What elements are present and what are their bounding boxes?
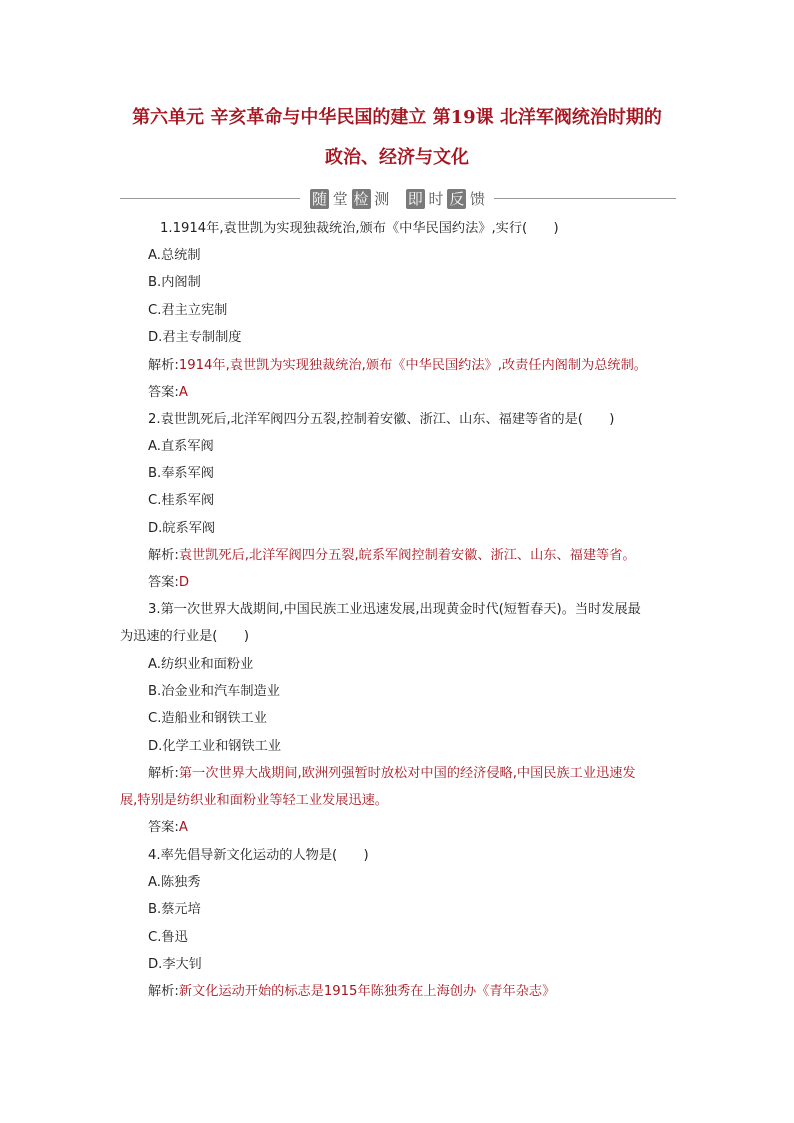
q2-answer-value: D	[178, 575, 189, 590]
banner-char: 即	[407, 190, 423, 208]
q3-analysis-line2: 展,特别是纺织业和面粉业等轻工业发展迅速。	[120, 793, 388, 808]
q4-stem: 4.率先倡导新文化运动的人物是( )	[148, 848, 369, 863]
q2-option-b: B.奉系军阀	[148, 466, 214, 481]
q1-option-d: D.君主专制制度	[148, 330, 242, 345]
banner-char: 堂	[332, 190, 348, 208]
q1-answer	[148, 384, 188, 402]
q4-analysis-text: 新文化运动开始的标志是1915年陈独秀在上海创办《青年杂志》	[178, 984, 556, 999]
banner-char: 时	[428, 190, 444, 208]
q1-option-b: B.内阁制	[148, 275, 201, 290]
q2-analysis	[148, 547, 636, 565]
document-title-line2: 政治、经济与文化	[325, 147, 469, 168]
q1-option-c: C.君主立宪制	[148, 303, 228, 318]
q1-answer-value: A	[178, 385, 188, 400]
q2-option-d: D.皖系军阀	[148, 521, 216, 536]
q3-option-d: D.化学工业和钢铁工业	[148, 739, 282, 754]
analysis-label: 解析:	[148, 984, 179, 999]
analysis-label: 解析:	[148, 766, 179, 781]
q1-option-a: A.总统制	[148, 248, 201, 263]
q3-option-c: C.造船业和钢铁工业	[148, 711, 267, 726]
banner-char: 测	[374, 190, 390, 208]
q4-option-b: B.蔡元培	[148, 902, 201, 917]
document-title-line1: 第六单元 辛亥革命与中华民国的建立 第19课 北洋军阀统治时期的	[132, 107, 662, 128]
banner-char: 反	[449, 190, 465, 208]
analysis-label: 解析:	[148, 548, 179, 563]
q3-stem-line1: 3.第一次世界大战期间,中国民族工业迅速发展,出现黄金时代(短暂春天)。当时发展最	[148, 602, 641, 617]
q2-analysis-text: 袁世凯死后,北洋军阀四分五裂,皖系军阀控制着安徽、浙江、山东、福建等省。	[178, 548, 636, 563]
banner-char: 检	[353, 190, 369, 208]
answer-label: 答案:	[148, 575, 179, 590]
q4-option-a: A.陈独秀	[148, 875, 201, 890]
answer-label: 答案:	[148, 385, 179, 400]
banner-rule-right	[494, 198, 676, 199]
analysis-label: 解析:	[148, 358, 179, 373]
q3-answer-value: A	[178, 820, 188, 835]
banner-char: 随	[312, 190, 328, 208]
answer-label: 答案:	[148, 820, 179, 835]
q3-answer	[148, 819, 188, 837]
banner-rule-left	[120, 198, 300, 199]
q3-analysis-line1	[148, 765, 636, 783]
section-banner	[120, 186, 676, 212]
q3-stem-line2: 为迅速的行业是( )	[120, 629, 249, 644]
q2-option-c: C.桂系军阀	[148, 493, 215, 508]
q4-option-d: D.李大钊	[148, 957, 202, 972]
q4-analysis	[148, 983, 555, 1001]
q3-option-a: A.纺织业和面粉业	[148, 657, 254, 672]
q3-option-b: B.冶金业和汽车制造业	[148, 684, 280, 699]
q1-analysis-text: 1914年,袁世凯为实现独裁统治,颁布《中华民国约法》,改责任内阁制为总统制。	[178, 358, 647, 373]
q2-option-a: A.直系军阀	[148, 439, 214, 454]
q2-stem: 2.袁世凯死后,北洋军阀四分五裂,控制着安徽、浙江、山东、福建等省的是( )	[148, 412, 615, 427]
q4-option-c: C.鲁迅	[148, 930, 188, 945]
banner-char: 馈	[469, 190, 485, 208]
q3-analysis-text-1: 第一次世界大战期间,欧洲列强暂时放松对中国的经济侵略,中国民族工业迅速发	[178, 766, 636, 781]
q1-stem: 1.1914年,袁世凯为实现独裁统治,颁布《中华民国约法》,实行( )	[160, 221, 559, 236]
banner-text	[310, 186, 486, 212]
q1-analysis	[148, 357, 647, 375]
q2-answer	[148, 574, 189, 592]
